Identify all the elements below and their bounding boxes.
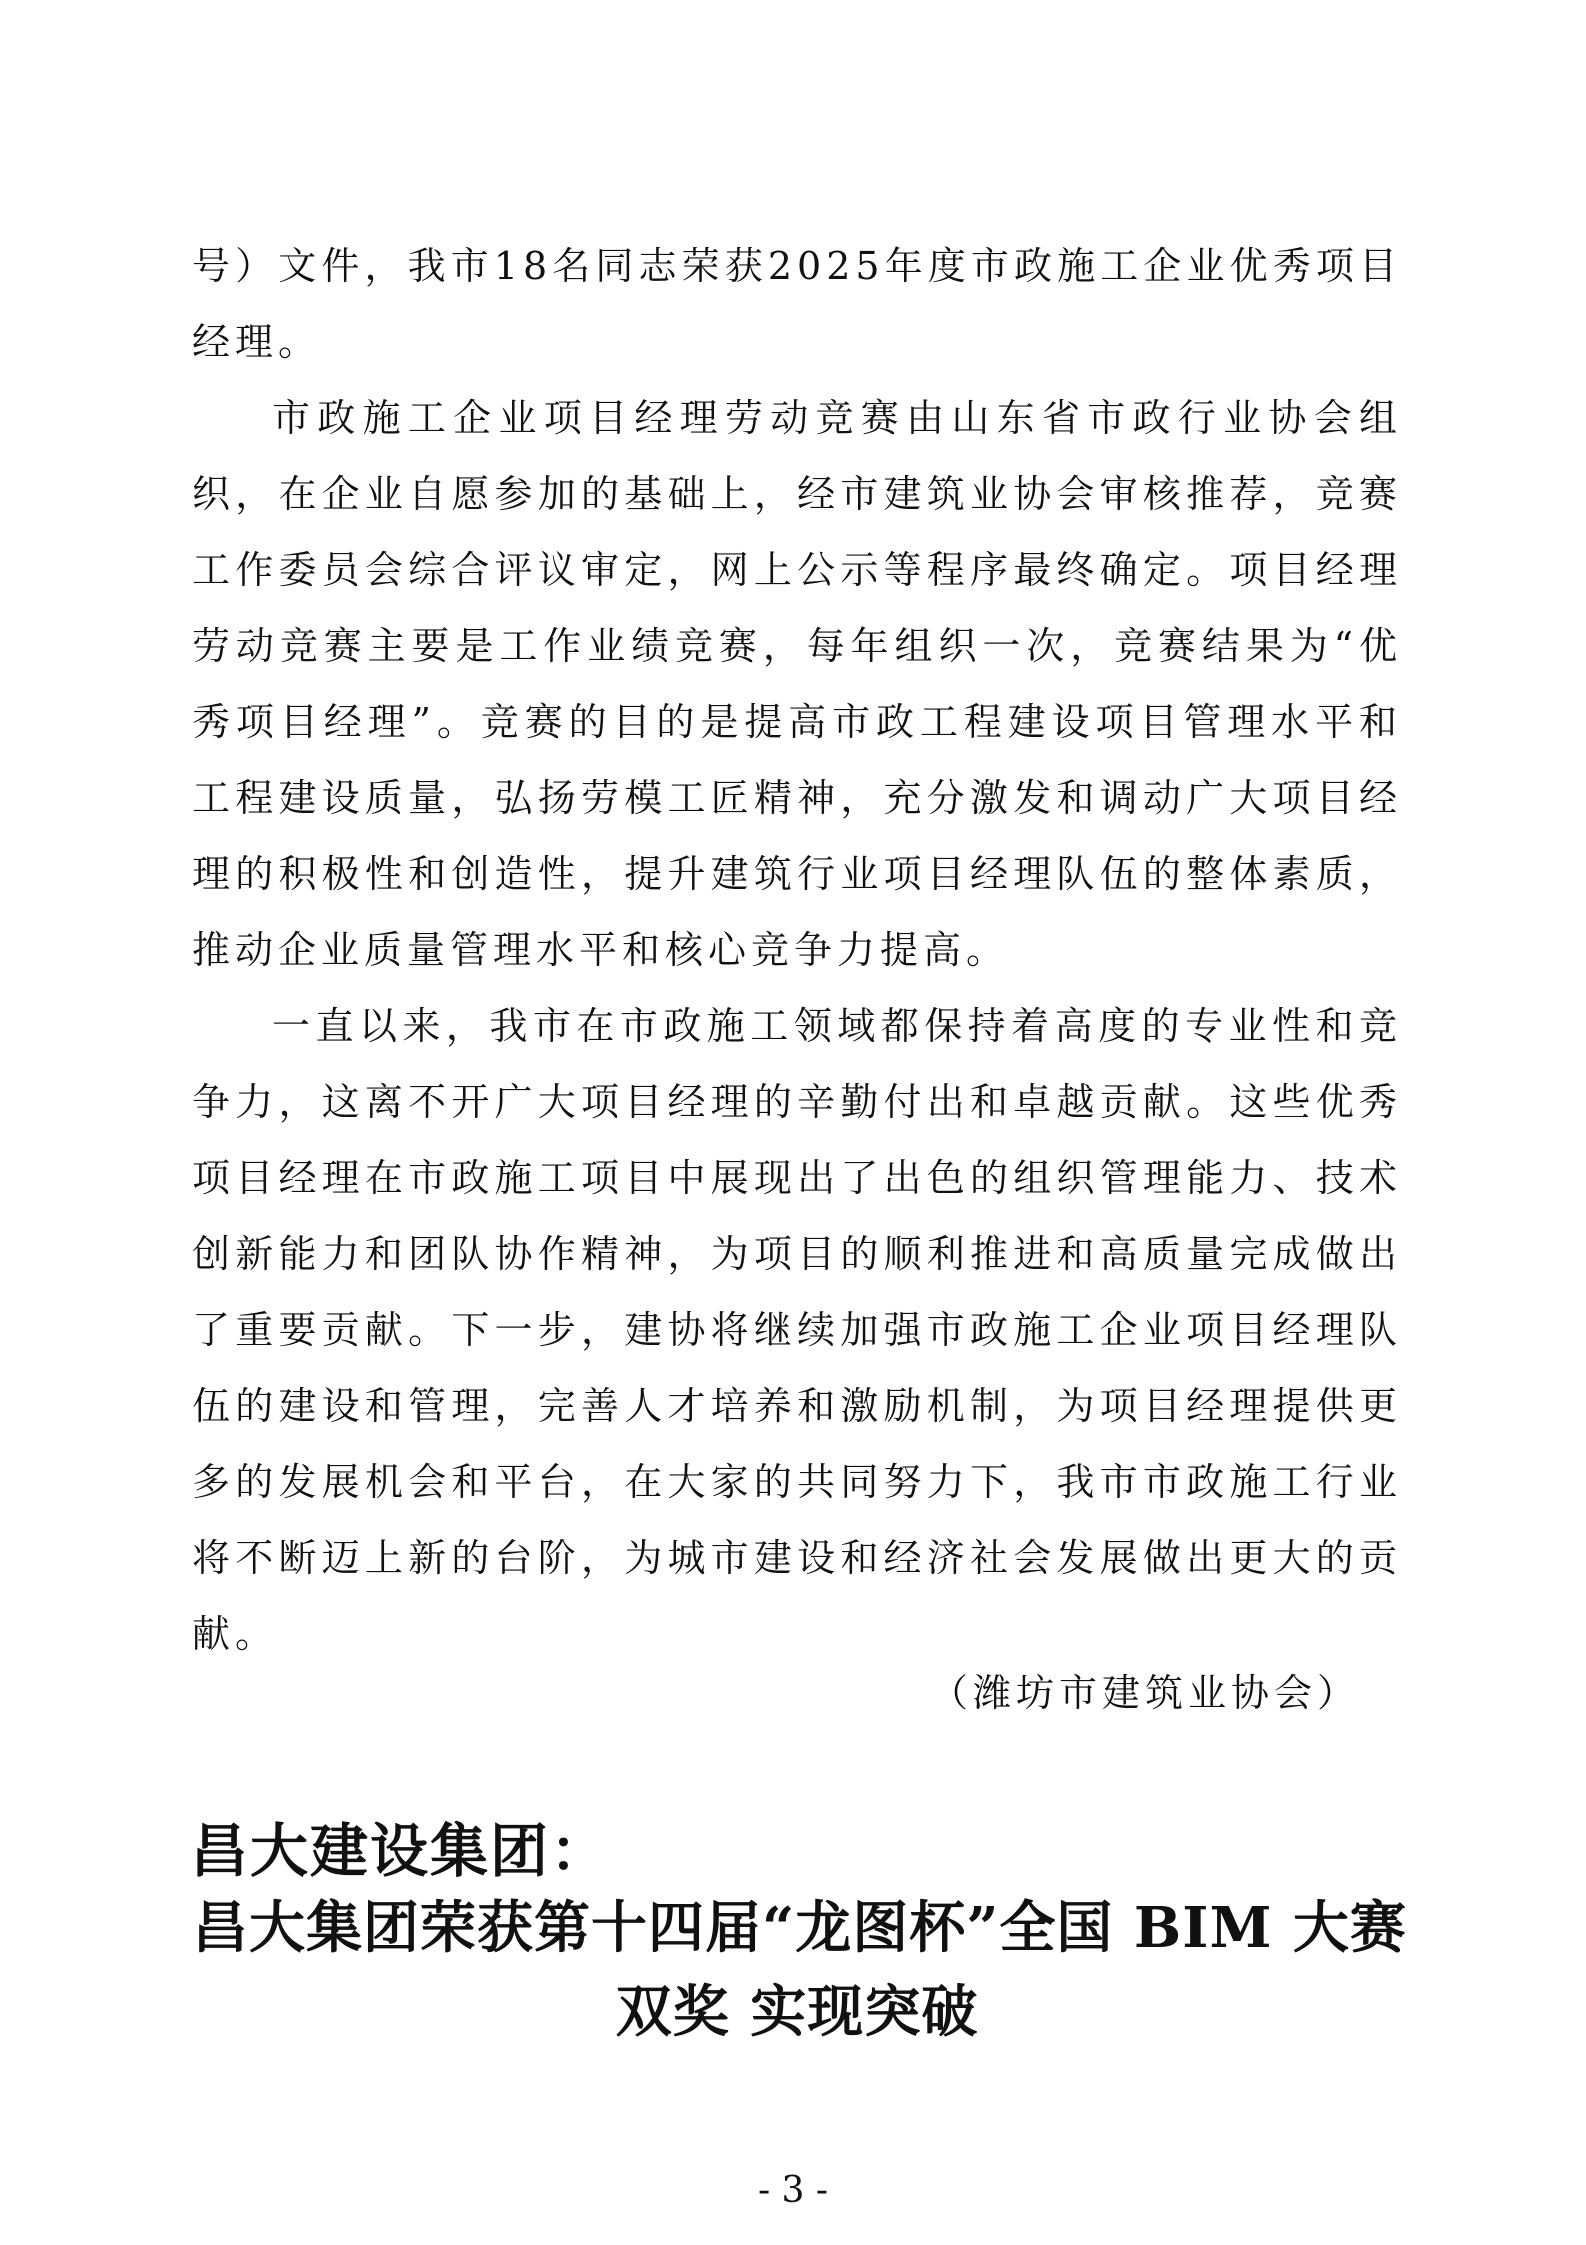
article-body [192, 228, 1402, 1672]
article-title [192, 1886, 1407, 2054]
section-heading: 昌大建设集团： [190, 1817, 611, 1885]
signature: （潍坊市建筑业协会） [930, 1671, 1361, 1715]
article-title-line-1: 昌大集团荣获第十四届“龙图杯”全国 BIM 大赛 [192, 1895, 1407, 1961]
page-number: - 3 - [757, 2170, 829, 2211]
paragraph-continuation: 号）文件，我市18名同志荣获2025年度市政施工企业优秀项目经理。 [192, 244, 1402, 364]
paragraph-competition-intro: 市政施工企业项目经理劳动竞赛由山东省市政行业协会组织，在企业自愿参加的基础上，经市建筑业协会审核推荐，竞赛工作委员会综合评议审定，网上公示等程序最终确定。项目经理劳动竞赛主要是工作业绩竞赛，每年组织一次，竞赛结果为“优秀项目经理”。竞赛的目的是提高市政工程建设项目管理水平和工程建设质量，弘扬劳模工匠精神，充分激发和调动广大项目经理的积极性和创造性，提升建筑行业项目经理队伍的整体素质，推动企业质量管理水平和核心竞争力提高。 [192, 396, 1402, 972]
article-title-line-2: 双奖 实现突破 [615, 1979, 979, 2045]
paragraph-outlook: 一直以来，我市在市政施工领域都保持着高度的专业性和竞争力，这离不开广大项目经理的辛勤付出和卓越贡献。这些优秀项目经理在市政施工项目中展现出了出色的组织管理能力、技术创新能力和团队协作精神，为项目的顺利推进和高质量完成做出了重要贡献。下一步，建协将继续加强市政施工企业项目经理队伍的建设和管理，完善人才培养和激励机制，为项目经理提供更多的发展机会和平台，在大家的共同努力下，我市市政施工行业将不断迈上新的台阶，为城市建设和经济社会发展做出更大的贡献。 [192, 1004, 1402, 1656]
